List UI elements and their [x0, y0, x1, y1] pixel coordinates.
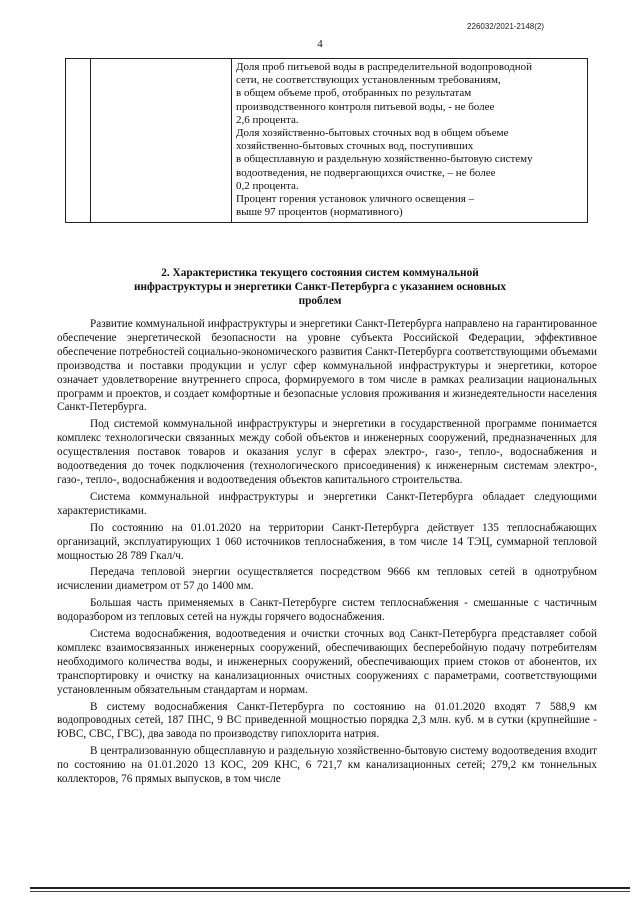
table-cell-name — [91, 59, 232, 223]
paragraph: В централизованную общесплавную и раздельную хозяйственно-бытовую систему водоотведения входит по состоянию на 01.01.2020 13 КОС, 209 КНС, 6 721,7 км канализационных сетей; 279,2 км тоннельных коллекторов, 76 прямых выпусков, в том числе — [57, 745, 597, 786]
indicator-table-fragment — [65, 58, 588, 223]
paragraph: Передача тепловой энергии осуществляется посредством 9666 км тепловых сетей в однотрубном исчислении диаметром от 57 до 1400 мм. — [57, 566, 597, 593]
table-cell-line: Процент горения установок уличного освещения – — [236, 193, 475, 206]
bottom-scan-line — [30, 887, 630, 889]
table-cell-line: в общесплавную и раздельную хозяйственно-бытовую систему — [236, 153, 533, 166]
table-cell-line: 2,6 процента. — [236, 113, 299, 126]
paragraph: Система водоснабжения, водоотведения и очистки сточных вод Санкт-Петербурга представляет собой комплекс взаимосвязанных инженерных сооружений, обеспечивающих бесперебойную подачу потребителям необходимого количества воды, и инженерных сооружений, обеспечивающих прием стоков от абонентов, их транспортировку и очистку на канализационных очистных сооружениях с параметрами, соответствующими установленным обязательным стандартам и нормам. — [57, 628, 597, 696]
table-cell-indicators — [232, 59, 588, 223]
section-heading: 2. Характеристика текущего состояния систем коммунальной инфраструктуры и энергетики Санкт-Петербурга с указанием основных проблем — [133, 267, 506, 307]
paragraph: По состоянию на 01.01.2020 на территории Санкт-Петербурга действует 135 теплоснабжающих организаций, эксплуатирующих 1 060 источников теплоснабжения, в том числе 14 ТЭЦ, суммарной тепловой мощностью 28 789 Гкал/ч. — [57, 521, 597, 562]
table-row — [66, 59, 588, 223]
table-cell-line: хозяйственно-бытовых сточных вод, поступивших — [236, 140, 474, 153]
table-cell-number — [66, 59, 91, 223]
paragraph: Система коммунальной инфраструктуры и энергетики Санкт-Петербурга обладает следующими характеристиками. — [57, 490, 597, 517]
table-cell-line: Доля хозяйственно-бытовых сточных вод в общем объеме — [236, 127, 509, 140]
paragraph: В систему водоснабжения Санкт-Петербурга по состоянию на 01.01.2020 входят 7 588,9 км водопроводных сетей, 187 ПНС, 9 ВС приведенной мощностью порядка 2,3 млн. куб. м в сутки (крупнейшие - ЮВС, СВС, ГВС), два завода по производству гипохлорита натрия. — [57, 700, 597, 741]
table-cell-line: выше 97 процентов (нормативного) — [236, 206, 403, 219]
table-cell-line: водоотведения, не подвергающихся очистке, – не более — [236, 166, 496, 179]
paragraph: Большая часть применяемых в Санкт-Петербурге систем теплоснабжения - смешанные с частичным водоразбором из тепловых сетей на нужды горячего водоснабжения. — [57, 597, 597, 624]
table-cell-line: сети, не соответствующих установленным требованиям, — [236, 74, 501, 87]
body-text — [57, 318, 597, 790]
table-cell-line: Доля проб питьевой воды в распределительной водопроводной — [236, 61, 533, 73]
page-number: 4 — [317, 38, 323, 50]
document-registration-number: 226032/2021-2148(2) — [467, 22, 544, 31]
table-cell-line: 0,2 процента. — [236, 179, 299, 192]
bottom-scan-line-thin — [30, 891, 630, 892]
table-cell-line: в общем объеме проб, отобранных по результатам — [236, 87, 472, 100]
paragraph: Под системой коммунальной инфраструктуры и энергетики в государственной программе понимается комплекс технологически связанных между собой объектов и инженерных сооружений, предназначенных для осуществления поставок товаров и оказания услуг в сферах электро-, газо-, тепло-, водоснабжения и водоотведения до точек подключения (технологического присоединения) к инженерным системам электро-, газо-, тепло-, водоснабжения и водоотведения объектов капитального строительства. — [57, 418, 597, 486]
table-cell-line: производственного контроля питьевой воды, - не более — [236, 100, 495, 113]
paragraph: Развитие коммунальной инфраструктуры и энергетики Санкт-Петербурга направлено на гарантированное обеспечение энергетической безопасности на уровне субъекта Российской Федерации, эффективное обеспечение потребностей социально-экономического развития Санкт-Петербурга соответствующими объемами производства и поставки продукции и услуг сфер коммунальной инфраструктуры и энергетики, которое означает удовлетворение внутреннего спроса, формируемого в том числе в рамках реализации национальных программ и проектов, и создает комфортные и безопасные условия проживания и жизнедеятельности населения Санкт-Петербурга. — [57, 318, 597, 414]
